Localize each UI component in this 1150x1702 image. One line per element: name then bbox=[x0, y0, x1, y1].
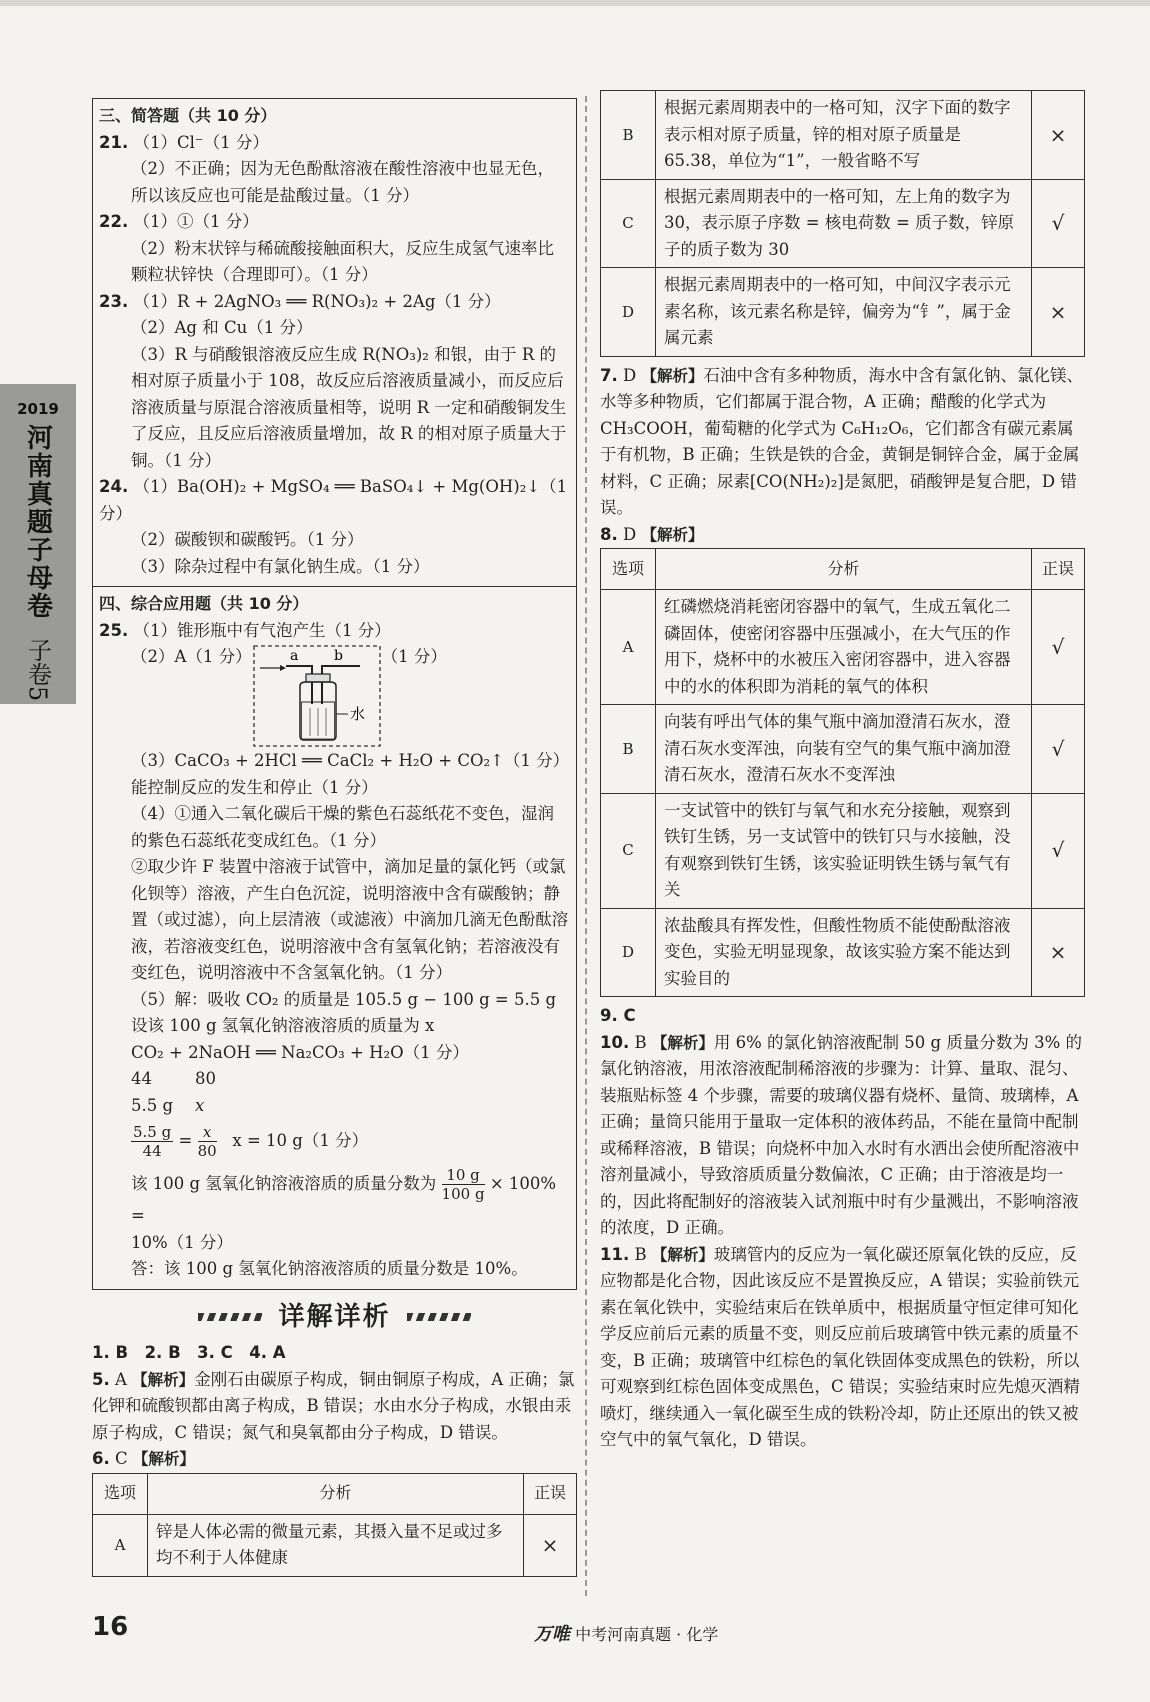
q11: 11. B 【解析】玻璃管内的反应为一氧化碳还原氧化铁的反应，反应物都是化合物，因此该反应不是置换反应，A 错误；实验前铁元素在氧化铁中，实验结束后在铁单质中，根据质量守恒定律可知化学反应前后元素的质量不变，则反应前后玻璃管中铁元素的质量不变，B 正确；玻璃管中红棕色的氧化铁固体变成黑色的铁粉，所以可观察到红棕色固体变成黑色，C 错误；实验结束时应先熄灭酒精喷灯，继续通入一氧化碳至生成的铁粉冷却，防止还原出的铁又被空气中的氧气氧化，D 错误。 bbox=[600, 1244, 1080, 1449]
detail-section-title bbox=[92, 1301, 577, 1332]
q25-line2: （2）A（1 分） bbox=[131, 647, 252, 666]
table6-row-a: A 锌是人体必需的微量元素，其摄入量不足或过多均不利于人体健康 × bbox=[93, 1514, 577, 1576]
table6-part1 bbox=[92, 1473, 577, 1577]
q22-num: 22. bbox=[99, 212, 129, 231]
table6-row-c: C 根据元素周期表中的一格可知，左上角的数字为 30，表示原子序数 = 核电荷数 = 质子数，锌原子的质子数为 30 √ bbox=[601, 179, 1085, 268]
section3-title: 三、简答题（共 10 分） bbox=[99, 106, 277, 125]
right-column bbox=[600, 90, 1085, 1454]
table8-row-d: D 浓盐酸具有挥发性，但酸性物质不能使酚酞溶液变色，实验无明显现象，故该实验方案不能达到实验目的 × bbox=[601, 908, 1085, 997]
title-dash-left bbox=[198, 1313, 262, 1321]
section4-title: 四、综合应用题（共 10 分） bbox=[99, 594, 309, 613]
q25-ratio-row2 bbox=[99, 1093, 570, 1120]
q21 bbox=[99, 130, 570, 210]
ratio-44: 44 bbox=[131, 1069, 152, 1088]
q5: 5. A 【解析】金刚石由碳原子构成，铜由铜原子构成，A 正确；氯化钾和硫酸钡都由离子构成，B 错误；水由水分子构成，水银由汞原子构成，C 错误；氮气和臭氧都由分子构成，D 错误。 bbox=[92, 1369, 575, 1442]
q10: 10. B 【解析】用 6% 的氯化钠溶液配制 50 g 质量分数为 3% 的氯化钠溶液，用浓溶液配制稀溶液的步骤为：计算、量取、混匀、装瓶贴标签 4 个步骤，需要的玻璃仪器有烧杯、量筒、玻璃棒，A 正确；量筒只能用于量取一定体积的液体药品，不能在量筒中配制或稀释溶液，B 错误；向烧杯中加入水时有水洒出会使所配溶液中溶剂量减小，导致溶质质量分数偏浓，C 正确；由于溶液是均一的，因此将配制好的溶液装入试剂瓶中时有少量溅出，不影响溶液的浓度，D 正确。 bbox=[600, 1032, 1083, 1237]
page-footer bbox=[92, 1612, 1092, 1652]
side-tab-title: 河南真题子母卷 bbox=[22, 424, 53, 620]
side-tab-sub: 子卷5 bbox=[23, 638, 52, 702]
q7-text: 石油中含有多种物质，海水中含有氯化钠、氯化镁、水等多种物质，它们都属于混合物，A 正确；醋酸的化学式为 CH₃COOH，葡萄糖的化学式为 C₆H₁₂O₆，它们都含有碳元素属于有机物，B 正确；生铁是铁的合金，黄铜是铜锌合金，属于金属材料，C 正确；尿素[CO(NH₂)₂]是氮肥，硝酸钾是复合肥，D 错误。 bbox=[600, 365, 1083, 517]
q25-proportion: $\frac{5.5 g}{44}$ = $\frac{x}{80}$ x = 10 g（1 分） bbox=[133, 1123, 369, 1160]
fig-label-b: b bbox=[333, 648, 343, 664]
table6-row-d: D 根据元素周期表中的一格可知，中间汉字表示元素名称，该元素名称是锌，偏旁为“钅”，属于金属元素 × bbox=[601, 268, 1085, 357]
brand-subtitle: 中考河南真题 · 化学 bbox=[575, 1625, 719, 1644]
q22-line2: （2）粉末状锌与稀硫酸接触面积大，反应生成氢气速率比颗粒状锌快（合理即可）。（1 分） bbox=[131, 238, 554, 284]
q24-line1: （1）Ba(OH)₂ + MgSO₄ ══ BaSO₄↓ + Mg(OH)₂↓（1 分） bbox=[99, 477, 568, 523]
q22 bbox=[99, 209, 570, 289]
q6: 6. C 【解析】 bbox=[92, 1449, 195, 1468]
q25-line8: 设该 100 g 氢氧化钠溶液溶质的质量为 x bbox=[131, 1016, 435, 1035]
q25-line13: 答：该 100 g 氢氧化钠溶液溶质的质量分数是 10%。 bbox=[131, 1259, 528, 1278]
q25-line11: 该 100 g 氢氧化钠溶液溶质的质量分数为 $\frac{10 g}{100 g}$ × 100% = bbox=[131, 1166, 557, 1225]
footer-brand bbox=[534, 1620, 718, 1646]
column-divider bbox=[585, 96, 587, 1596]
q25-ratio-row1 bbox=[99, 1066, 570, 1093]
q21-num: 21. bbox=[99, 132, 129, 152]
q21-line1: （1）Cl⁻（1 分） bbox=[133, 132, 269, 152]
table6-part2 bbox=[600, 90, 1085, 357]
section4-box bbox=[92, 587, 577, 1290]
q25-line3: （3）CaCO₃ + 2HCl ══ CaCl₂ + H₂O + CO₂↑（1 分） bbox=[131, 751, 570, 770]
q24-line3: （3）除杂过程中有氯化钠生成。（1 分） bbox=[131, 556, 430, 576]
table6-header-option: 选项 bbox=[93, 1473, 148, 1514]
table8-row-b: B 向装有呼出气体的集气瓶中滴加澄清石灰水，澄清石灰水变浑浊，向装有空气的集气瓶中滴加澄清石灰水，澄清石灰水不变浑浊 √ bbox=[601, 705, 1085, 794]
table8-header-option: 选项 bbox=[601, 549, 656, 590]
fraction-3: $\frac{10 g}{100 g}$ bbox=[441, 1166, 485, 1203]
q11-text: 玻璃管内的反应为一氧化碳还原氧化铁的反应，反应物都是化合物，因此该反应不是置换反应，A 错误；实验前铁元素在氧化铁中，实验结束后在铁单质中，根据质量守恒定律可知化学反应前后元素的质量不变，则反应前后玻璃管中铁元素的质量不变，B 正确；玻璃管中红棕色的氧化铁固体变成黑色的铁粉，所以可观察到红棕色固体变成黑色，C 错误；实验结束时应先熄灭酒精喷灯，继续通入一氧化碳至生成的铁粉冷却，防止还原出的铁又被空气中的氧气氧化，D 错误。 bbox=[600, 1244, 1080, 1449]
ratio-80: 80 bbox=[195, 1069, 216, 1088]
table6-header-analysis: 分析 bbox=[148, 1473, 524, 1514]
bottle-diagram bbox=[252, 644, 382, 748]
q25-line4: 能控制反应的发生和停止（1 分） bbox=[131, 777, 378, 797]
brand-logo: 万唯 bbox=[534, 1624, 570, 1645]
q23 bbox=[99, 289, 570, 475]
q25-line10: x = 10 g（1 分） bbox=[232, 1131, 369, 1150]
fraction-1: $\frac{5.5 g}{44}$ bbox=[133, 1123, 172, 1160]
section3-box bbox=[92, 98, 577, 587]
table6-header-result: 正误 bbox=[524, 1473, 577, 1514]
answers-1-4: 1. B 2. B 3. C 4. A bbox=[92, 1343, 286, 1362]
q23-line1: （1）R + 2AgNO₃ ══ R(NO₃)₂ + 2Ag（1 分） bbox=[133, 291, 501, 311]
q22-line1: （1）①（1 分） bbox=[133, 212, 259, 231]
q25-num: 25. bbox=[99, 620, 129, 640]
detail-title-text: 详解详析 bbox=[278, 1301, 391, 1332]
left-column bbox=[92, 98, 577, 1577]
page-number: 16 bbox=[92, 1612, 129, 1642]
q5-text: 金刚石由碳原子构成，铜由铜原子构成，A 正确；氯化钾和硫酸钡都由离子构成，B 错误；水由水分子构成，水银由汞原子构成，C 错误；氮气和臭氧都由分子构成，D 错误。 bbox=[92, 1369, 575, 1442]
table8-header-result: 正误 bbox=[1032, 549, 1085, 590]
q25-line7: （5）解：吸收 CO₂ 的质量是 105.5 g − 100 g = 5.5 g bbox=[131, 989, 557, 1009]
q23-line2: （2）Ag 和 Cu（1 分） bbox=[131, 318, 313, 337]
fraction-2: $\frac{x}{80}$ bbox=[197, 1123, 217, 1160]
q25-line2b: （1 分） bbox=[381, 647, 447, 666]
top-edge bbox=[0, 0, 1150, 6]
q10-text: 用 6% 的氯化钠溶液配制 50 g 质量分数为 3% 的氯化钠溶液，用浓溶液配制稀溶液的步骤为：计算、量取、混匀、装瓶贴标签 4 个步骤，需要的玻璃仪器有烧杯、量筒、玻璃棒，A 正确；量筒只能用于量取一定体积的液体药品，不能在量筒中配制或稀释溶液，B 错误；向烧杯中加入水时有水洒出会使所配溶液中溶剂量减小，导致溶质质量分数偏浓，C 正确；由于溶液是均一的，因此将配制好的溶液装入试剂瓶中时有少量溅出，不影响溶液的浓度，D 正确。 bbox=[600, 1032, 1083, 1237]
table8-header-analysis: 分析 bbox=[656, 549, 1032, 590]
fig-label-water: 水 bbox=[349, 705, 365, 723]
ratio-5.5g: 5.5 g bbox=[131, 1095, 174, 1115]
q23-num: 23. bbox=[99, 291, 129, 311]
q24-line2: （2）碳酸钡和碳酸钙。（1 分） bbox=[131, 530, 364, 549]
ratio-x: x bbox=[195, 1095, 205, 1115]
side-tab-year: 2019 bbox=[17, 400, 59, 418]
table8-row-c: C 一支试管中的铁钉与氧气和水充分接触，观察到铁钉生锈，另一支试管中的铁钉只与水接触，没有观察到铁钉生锈，该实验证明铁生锈与氧气有关 √ bbox=[601, 793, 1085, 908]
q9: 9. C bbox=[600, 1006, 636, 1025]
q25-line1: （1）锥形瓶中有气泡产生（1 分） bbox=[133, 620, 391, 640]
q23-line3: （3）R 与硝酸银溶液反应生成 R(NO₃)₂ 和银，由于 R 的相对原子质量小于 108，故反应后溶液质量减小，而反应后溶液质量与原混合溶液质量相等，说明 R 一定和硝酸铜发生了反应，且反应后溶液质量增加，故 R 的相对原子质量大于铜。（1 分） bbox=[131, 344, 567, 470]
q7: 7. D 【解析】石油中含有多种物质，海水中含有氯化钠、氯化镁、水等多种物质，它们都属于混合物，A 正确；醋酸的化学式为 CH₃COOH，葡萄糖的化学式为 C₆H₁₂O₆，它们都含有碳元素属于有机物，B 正确；生铁是铁的合金，黄铜是铜锌合金，属于金属材料，C 正确；尿素[CO(NH₂)₂]是氮肥，硝酸钾是复合肥，D 错误。 bbox=[600, 365, 1083, 517]
table8 bbox=[600, 548, 1085, 997]
q24-num: 24. bbox=[99, 477, 129, 496]
q25-line12: 10%（1 分） bbox=[131, 1232, 233, 1252]
fig-label-a: a bbox=[289, 648, 299, 664]
q24 bbox=[99, 474, 570, 580]
side-tab bbox=[0, 384, 76, 704]
q25-line9: CO₂ + 2NaOH ══ Na₂CO₃ + H₂O（1 分） bbox=[131, 1042, 469, 1062]
q25-line5: （4）①通入二氧化碳后干燥的紫色石蕊纸花不变色，湿润的紫色石蕊纸花变成红色。（1 分） bbox=[131, 804, 554, 850]
q8: 8. D 【解析】 bbox=[600, 524, 704, 544]
table6-row-b: B 根据元素周期表中的一格可知，汉字下面的数字表示相对原子质量，锌的相对原子质量是 65.38，单位为“1”，一般省略不写 × bbox=[601, 91, 1085, 180]
table8-row-a: A 红磷燃烧消耗密闭容器中的氧气，生成五氧化二磷固体，使密闭容器中压强减小，在大气压的作用下，烧杯中的水被压入密闭容器中，进入容器中的水的体积即为消耗的氧气的体积 √ bbox=[601, 590, 1085, 705]
q25-line2-row bbox=[99, 644, 570, 748]
q25-line6: ②取少许 F 装置中溶液于试管中，滴加足量的氯化钙（或氯化钡等）溶液，产生白色沉淀，说明溶液中含有碳酸钠；静置（或过滤），向上层清液（或滤液）中滴加几滴无色酚酞溶液，若溶液变红色，说明溶液中含有氢氧化钠；若溶液没有变红色，说明溶液中不含氢氧化钠。（1 分） bbox=[131, 857, 569, 982]
title-dash-right bbox=[407, 1313, 471, 1321]
q21-line2: （2）不正确；因为无色酚酞溶液在酸性溶液中也显无色，所以该反应也可能是盐酸过量。（1 分） bbox=[131, 159, 554, 205]
